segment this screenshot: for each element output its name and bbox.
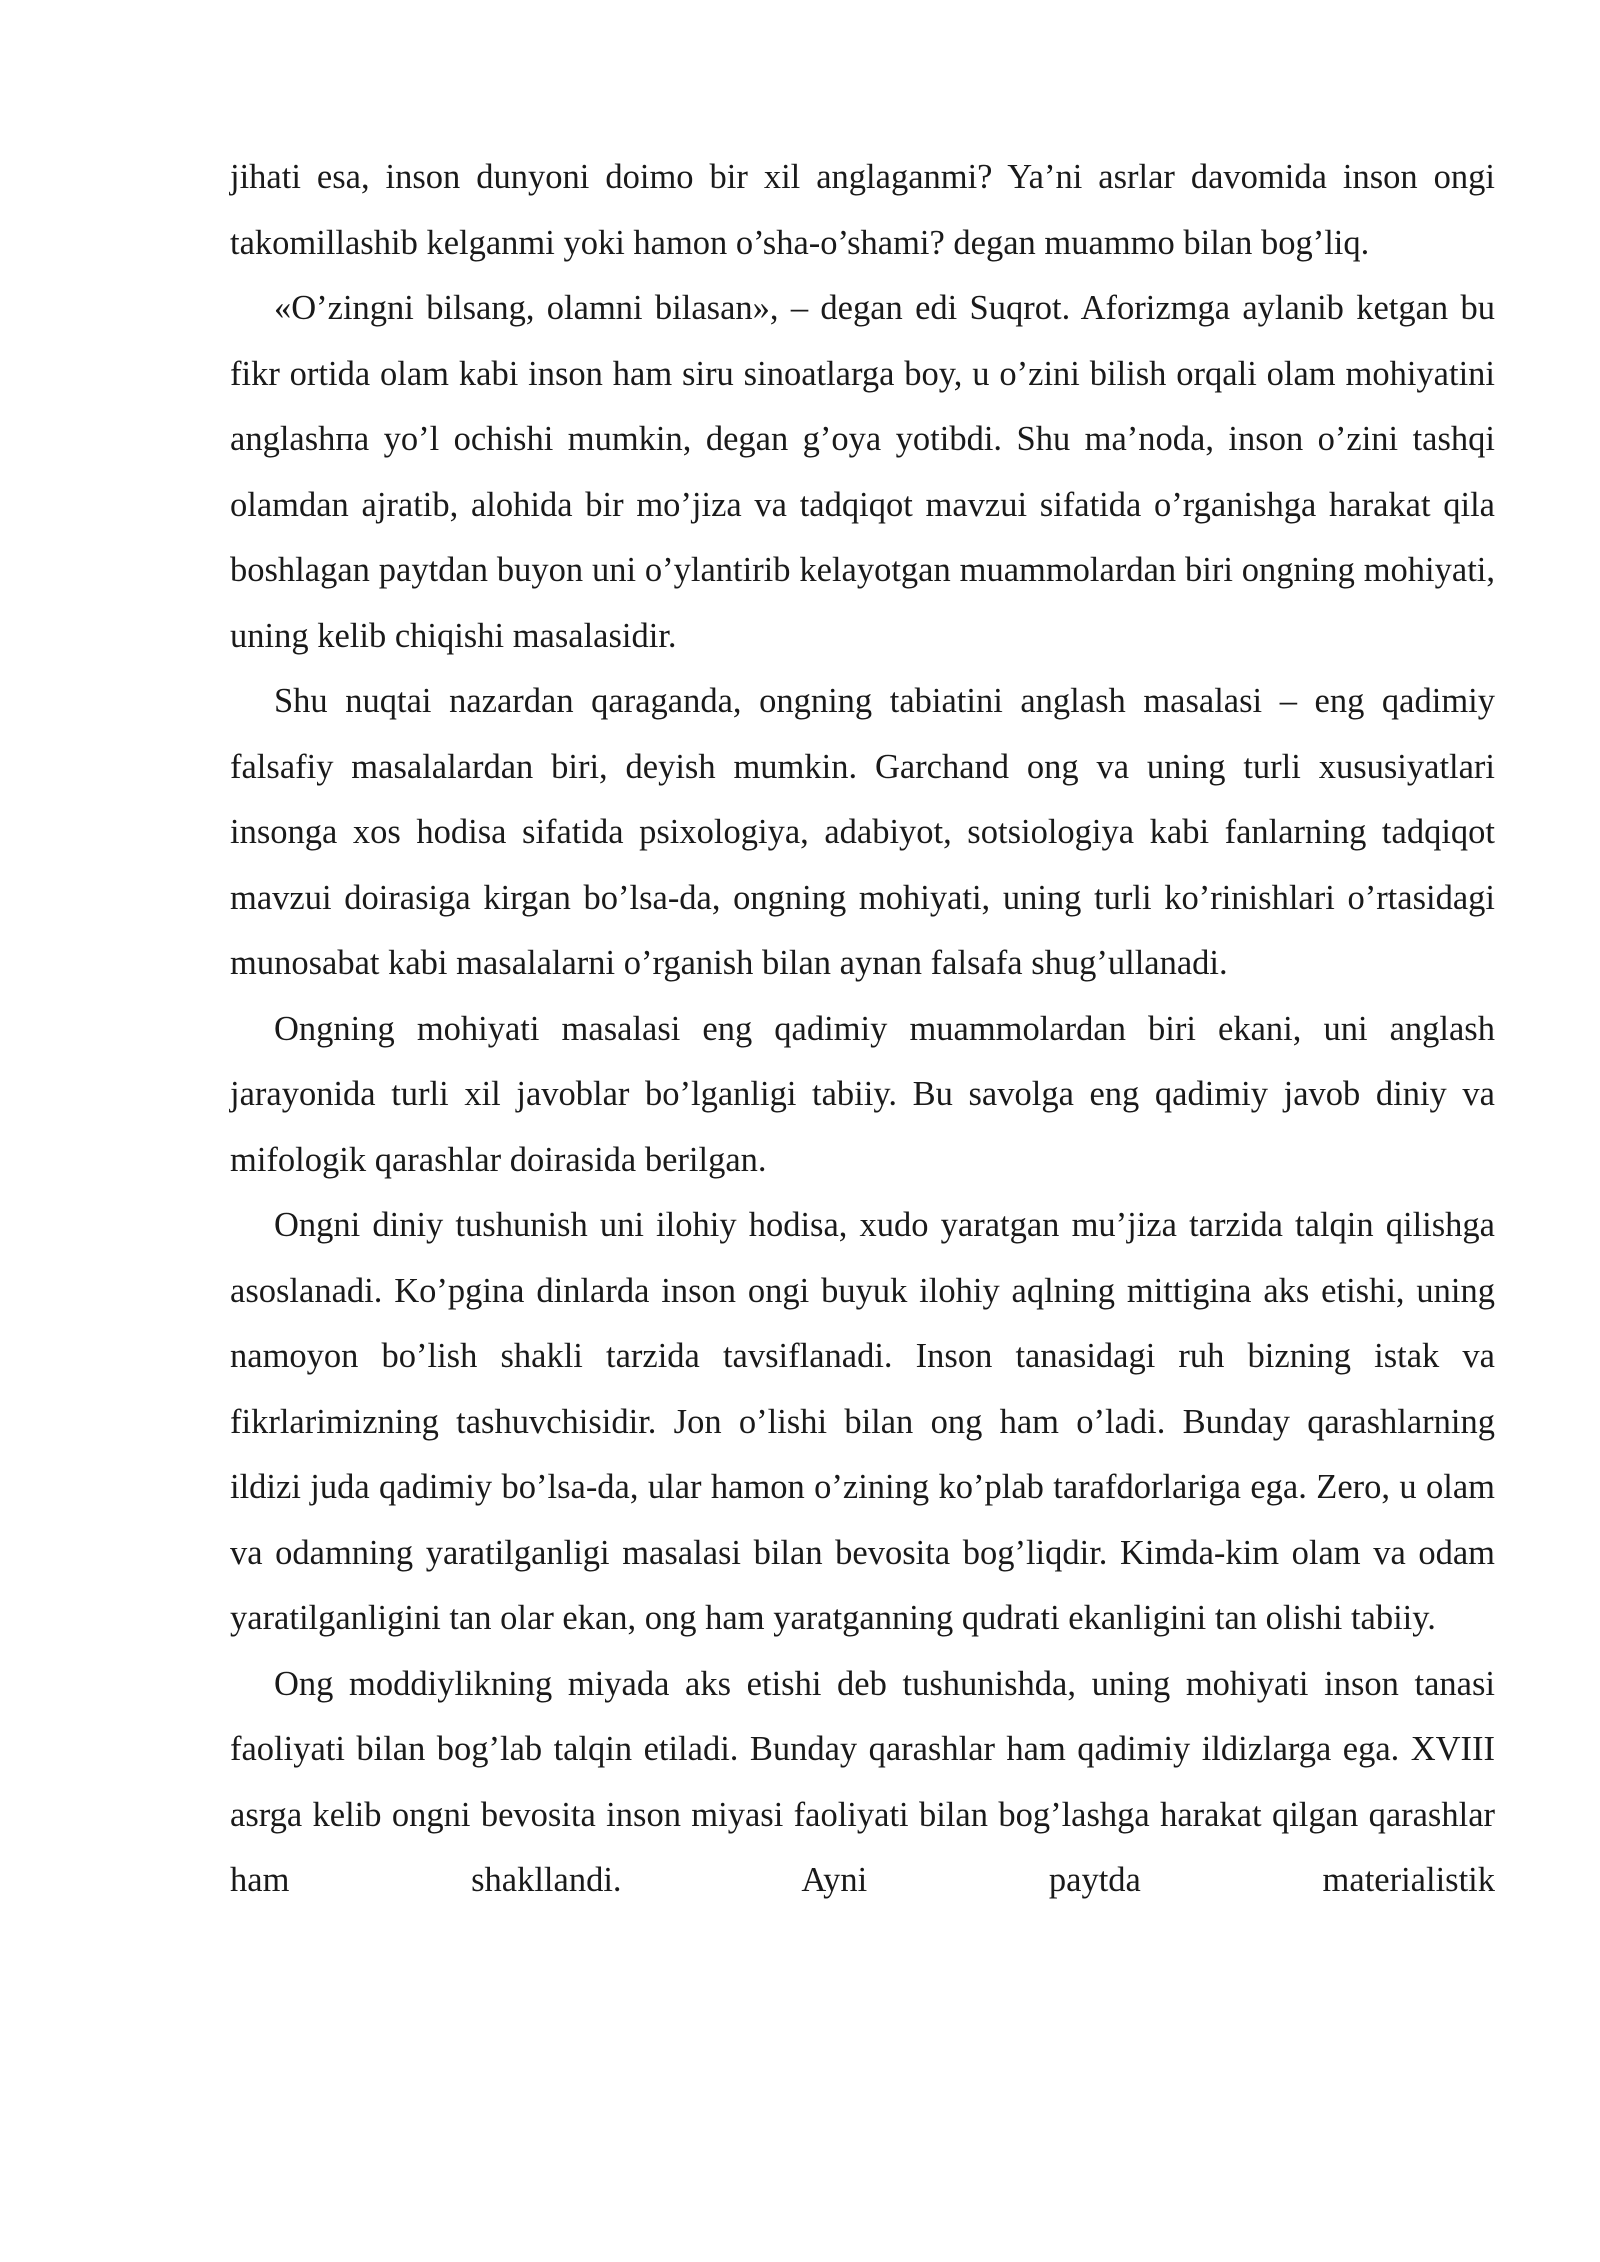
paragraph-3: Shu nuqtai nazardan qaraganda, ongning tabiatini anglash masalasi – eng qadimiy falsafiy masalalardan biri, deyish mumkin. Garchand ong va uning turli xususiyatlari insonga xos hodisa sifatida psixologiya, adabiyot, sotsiologiya kabi fanlarning tadqiqot mavzui doirasiga kirgan bo’lsa-da, ongning mohiyati, uning turli ko’rinishlari o’rtasidagi munosabat kabi masalalarni o’rganish bilan aynan falsafa shug’ullanadi. <box>230 682 1495 982</box>
document-page <box>230 145 1495 1914</box>
paragraph-1: jihati esa, inson dunyoni doimo bir xil anglaganmi? Ya’ni asrlar davomida inson ongi takomillashib kelganmi yoki hamon o’sha-o’shami? degan muammo bilan bog’liq. <box>230 158 1495 262</box>
paragraph-2: «O’zingni bilsang, olamni bilasan», – degan edi Suqrot. Aforizmga aylanib ketgan bu fikr ortida olam kabi inson ham siru sinoatlarga boy, u o’zini bilish orqali olam mohiyatini anglashпa yo’l ochishi mumkin, degan g’oya yotibdi. Shu ma’noda, inson o’zini tashqi olamdan ajratib, alohida bir mo’jiza va tadqiqot mavzui sifatida o’rganishga harakat qila boshlagan paytdan buyon uni o’ylantirib kelayotgan muammolardan biri ongning mohiyati, uning kelib chiqishi masalasidir. <box>230 289 1495 655</box>
paragraph-6: Ong moddiylikning miyada aks etishi deb tushunishda, uning mohiyati inson tanasi faoliyati bilan bog’lab talqin etiladi. Bunday qarashlar ham qadimiy ildizlarga ega. XVIII asrga kelib ongni bevosita inson miyasi faoliyati bilan bog’lashga harakat qilgan qarashlar ham shakllandi. Ayni paytda materialistik <box>230 1664 1495 1899</box>
paragraph-5: Ongni diniy tushunish uni ilohiy hodisa, xudo yaratgan mu’jiza tarzida talqin qilishga asoslanadi. Ko’pgina dinlarda inson ongi buyuk ilohiy aqlning mittigina aks etishi, uning namoyon bo’lish shakli tarzida tavsiflanadi. Inson tanasidagi ruh bizning istak va fikrlarimizning tashuvchisidir. Jon o’lishi bilan ong ham o’ladi. Bunday qarashlarning ildizi juda qadimiy bo’lsa-da, ular hamon o’zining ko’plab tarafdorlariga ega. Zero, u olam va odamning yaratilganligi masalasi bilan bevosita bog’liqdir. Kimda-kim olam va odam yaratilganligini tan olar ekan, ong ham yaratganning qudrati ekanligini tan olishi tabiiy. <box>230 1206 1495 1637</box>
paragraph-4: Ongning mohiyati masalasi eng qadimiy muammolardan biri ekani, uni anglash jarayonida turli xil javoblar bo’lganligi tabiiy. Bu savolga eng qadimiy javob diniy va mifologik qarashlar doirasida berilgan. <box>230 1009 1495 1179</box>
